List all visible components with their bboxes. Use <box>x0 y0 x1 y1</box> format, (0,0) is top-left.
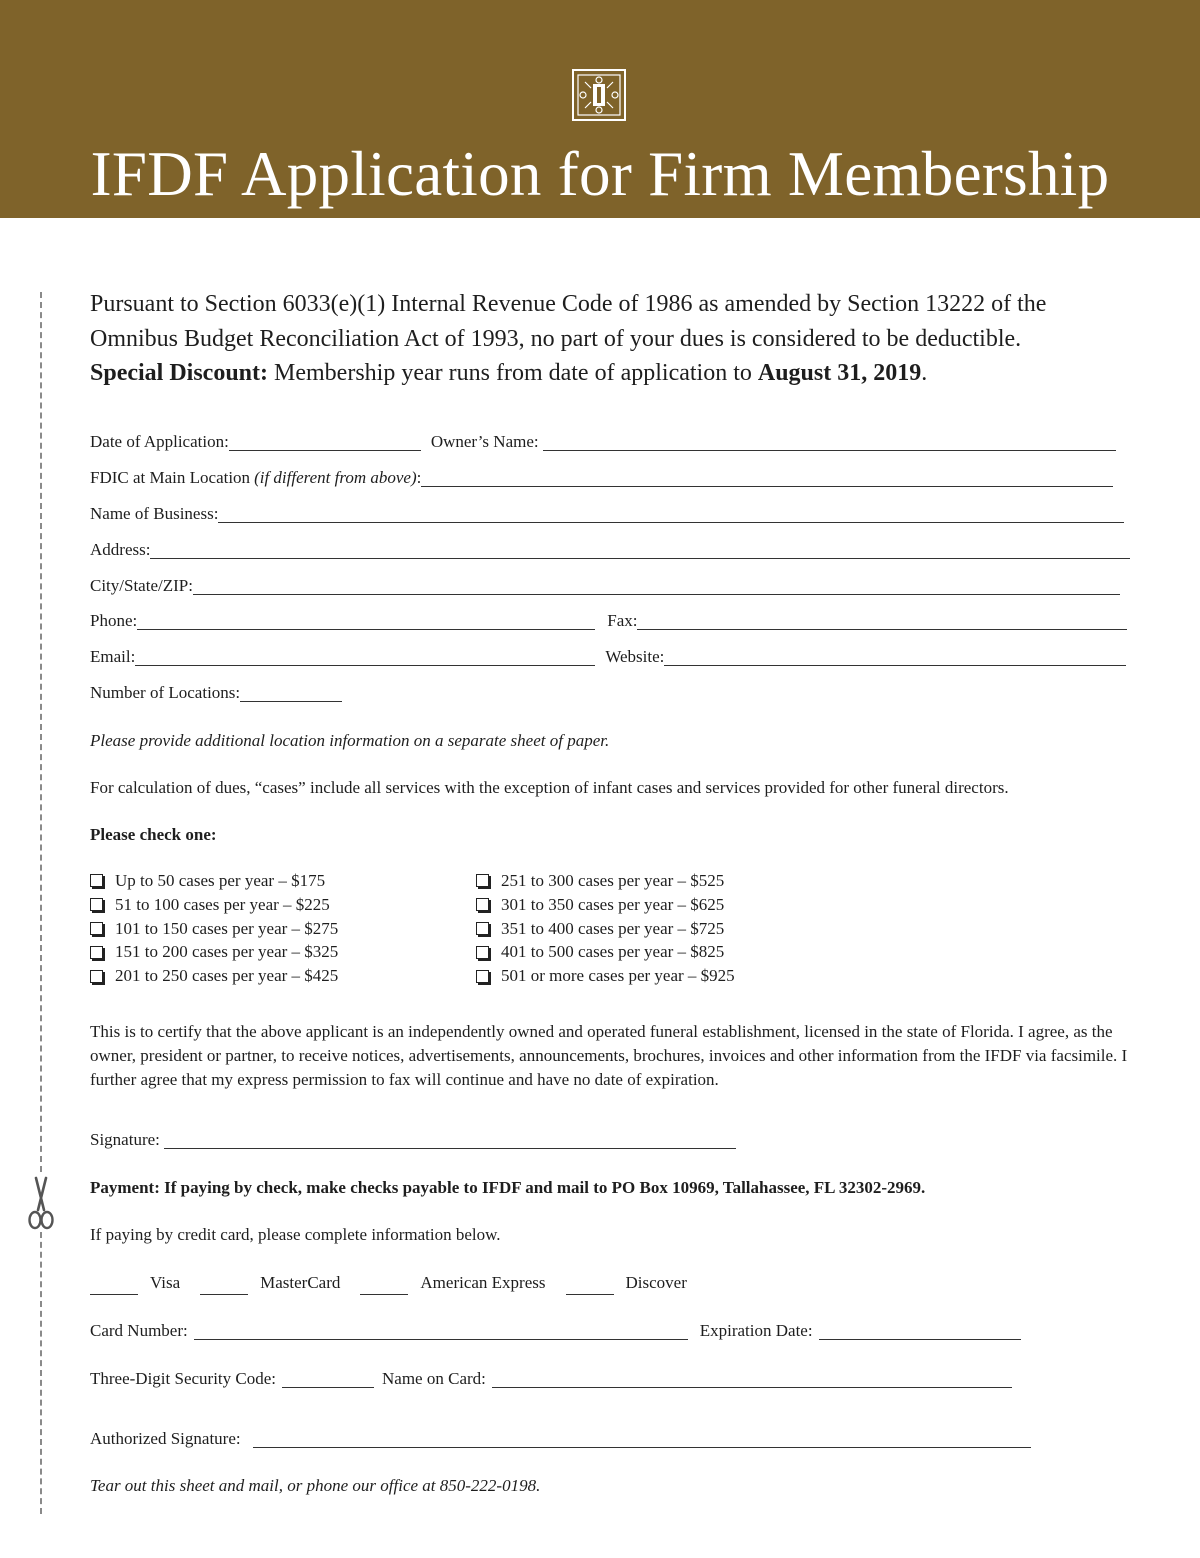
authorized-signature-field[interactable] <box>253 1427 1031 1448</box>
row-date-owner <box>90 429 1116 455</box>
name-of-business-label: Name of Business: <box>90 504 219 523</box>
check-one-heading: Please check one: <box>90 825 217 844</box>
fdic-colon: : <box>416 468 422 487</box>
dues-option-label: 401 to 500 cases per year – $825 <box>501 942 725 962</box>
checkbox[interactable] <box>90 946 103 959</box>
row-security-name <box>90 1366 1012 1392</box>
checkbox[interactable] <box>90 898 103 911</box>
dues-option[interactable] <box>476 940 735 964</box>
security-code-label: Three-Digit Security Code: <box>90 1369 277 1388</box>
checkbox[interactable] <box>476 970 489 983</box>
row-city <box>90 573 1120 599</box>
name-on-card-label: Name on Card: <box>382 1369 486 1388</box>
dues-option-label: 301 to 350 cases per year – $625 <box>501 894 725 914</box>
dues-option[interactable] <box>476 893 735 917</box>
name-of-business-field[interactable] <box>218 502 1124 523</box>
owners-name-label: Owner’s Name: <box>430 432 539 451</box>
website-label: Website: <box>605 647 665 666</box>
fax-label: Fax: <box>607 611 638 630</box>
discount-label: Special Discount: <box>90 360 269 386</box>
card-label: Discover <box>625 1273 687 1292</box>
row-email-website <box>90 644 1126 670</box>
row-phone-fax <box>90 608 1127 634</box>
row-locations <box>90 680 342 706</box>
dues-option[interactable] <box>90 940 338 964</box>
email-label: Email: <box>90 647 136 666</box>
owners-name-field[interactable] <box>543 430 1116 451</box>
checkbox[interactable] <box>90 874 103 887</box>
phone-label: Phone: <box>90 611 138 630</box>
card-label: MasterCard <box>260 1273 341 1292</box>
tear-line-bottom <box>40 1232 42 1514</box>
intro-line-2: Omnibus Budget Reconciliation Act of 1993, no part of your dues is considered to be deductible. <box>90 325 1022 352</box>
dues-option-label: 201 to 250 cases per year – $425 <box>115 966 339 986</box>
checkbox[interactable] <box>90 922 103 935</box>
card-blank[interactable] <box>360 1277 408 1295</box>
dues-option-label: Up to 50 cases per year – $175 <box>115 871 326 890</box>
footer-note: Tear out this sheet and mail, or phone our office at 850-222-0198. <box>90 1476 541 1495</box>
dues-option[interactable] <box>476 869 735 893</box>
expiration-date-field[interactable] <box>819 1319 1021 1340</box>
card-label: Visa <box>150 1273 181 1292</box>
website-field[interactable] <box>664 645 1126 666</box>
additional-locations-note: Please provide additional location information on a separate sheet of paper. <box>90 731 610 750</box>
expiration-date-label: Expiration Date: <box>699 1321 813 1340</box>
address-field[interactable] <box>150 538 1130 559</box>
intro-paragraph <box>90 287 1150 391</box>
special-discount <box>90 356 1150 391</box>
dues-option-label: 251 to 300 cases per year – $525 <box>501 871 725 890</box>
card-label: American Express <box>420 1273 546 1292</box>
card-blank[interactable] <box>566 1277 614 1295</box>
row-fdic <box>90 465 1113 491</box>
checkbox[interactable] <box>476 922 489 935</box>
dues-option[interactable] <box>476 917 735 941</box>
intro-line-1: Pursuant to Section 6033(e)(1) Internal Revenue Code of 1986 as amended by Section 13222 of the <box>90 291 1047 317</box>
page-title: IFDF Application for Firm Membership <box>90 139 1110 209</box>
dues-option-label: 501 or more cases per year – $925 <box>501 966 735 986</box>
tear-line-top <box>40 292 42 1172</box>
dues-option-label: 51 to 100 cases per year – $225 <box>115 894 330 914</box>
number-of-locations-field[interactable] <box>240 681 342 702</box>
signature-field[interactable] <box>164 1128 736 1149</box>
dues-options-left <box>90 869 338 988</box>
dues-option[interactable] <box>90 893 338 917</box>
city-state-zip-field[interactable] <box>193 574 1120 595</box>
fax-field[interactable] <box>637 609 1127 630</box>
signature-label: Signature: <box>90 1130 160 1149</box>
fdic-note: (if different from above) <box>254 468 417 487</box>
card-number-field[interactable] <box>194 1319 688 1340</box>
number-of-locations-label: Number of Locations: <box>90 683 241 702</box>
checkbox[interactable] <box>476 898 489 911</box>
card-option-amex[interactable] <box>360 1271 545 1295</box>
row-business <box>90 501 1124 527</box>
card-option-visa[interactable] <box>90 1271 180 1295</box>
email-field[interactable] <box>135 645 595 666</box>
dues-option-label: 151 to 200 cases per year – $325 <box>115 942 339 962</box>
header-banner <box>0 0 1200 218</box>
dues-option-label: 351 to 400 cases per year – $725 <box>501 918 725 938</box>
payment-check-instructions: Payment: If paying by check, make checks payable to IFDF and mail to PO Box 10969, Tallahassee, FL 32302-2969. <box>90 1178 926 1197</box>
card-option-discover[interactable] <box>566 1271 687 1295</box>
dues-option[interactable] <box>90 917 338 941</box>
dues-options-right <box>476 869 735 988</box>
address-label: Address: <box>90 540 151 559</box>
name-on-card-field[interactable] <box>492 1367 1012 1388</box>
discount-end: . <box>921 360 928 386</box>
dues-option[interactable] <box>90 964 338 988</box>
checkbox[interactable] <box>476 874 489 887</box>
date-of-application-label: Date of Application: <box>90 432 229 451</box>
date-of-application-field[interactable] <box>229 430 421 451</box>
fdic-field[interactable] <box>421 466 1113 487</box>
dues-option[interactable] <box>476 964 735 988</box>
checkbox[interactable] <box>476 946 489 959</box>
checkbox[interactable] <box>90 970 103 983</box>
row-signature <box>90 1127 736 1153</box>
security-code-field[interactable] <box>282 1367 374 1388</box>
ifdf-ornament-logo-icon <box>571 68 627 122</box>
city-state-zip-label: City/State/ZIP: <box>90 576 193 595</box>
card-number-label: Card Number: <box>90 1321 188 1340</box>
card-blank[interactable] <box>200 1277 248 1295</box>
card-option-mastercard[interactable] <box>200 1271 340 1295</box>
dues-option-label: 101 to 150 cases per year – $275 <box>115 918 339 938</box>
credit-card-intro: If paying by credit card, please complete information below. <box>90 1225 501 1244</box>
cases-definition: For calculation of dues, “cases” include all services with the exception of infant cases and services provided for other funeral directors. <box>90 778 1009 797</box>
authorized-signature-label: Authorized Signature: <box>90 1429 241 1448</box>
scissors-icon <box>27 1176 55 1234</box>
fdic-label: FDIC at Main Location <box>90 468 251 487</box>
row-card-number <box>90 1318 1021 1344</box>
certification-text: This is to certify that the above applicant is an independently owned and operated funeral establishment, licensed in the state of Florida. I agree, as the owner, president or partner, to receive notices, advertisements, announcements, brochures, invoices and other information from the IFDF via facsimile. I further agree that my express permission to fax will continue and have no date of expiration. <box>90 1022 1128 1089</box>
phone-field[interactable] <box>137 609 595 630</box>
card-blank[interactable] <box>90 1277 138 1295</box>
row-address <box>90 537 1130 563</box>
discount-text: Membership year runs from date of application to <box>268 360 758 386</box>
discount-date: August 31, 2019 <box>757 360 922 386</box>
row-authorized-signature <box>90 1426 1031 1452</box>
card-type-options <box>90 1271 707 1295</box>
dues-option[interactable] <box>90 869 338 893</box>
